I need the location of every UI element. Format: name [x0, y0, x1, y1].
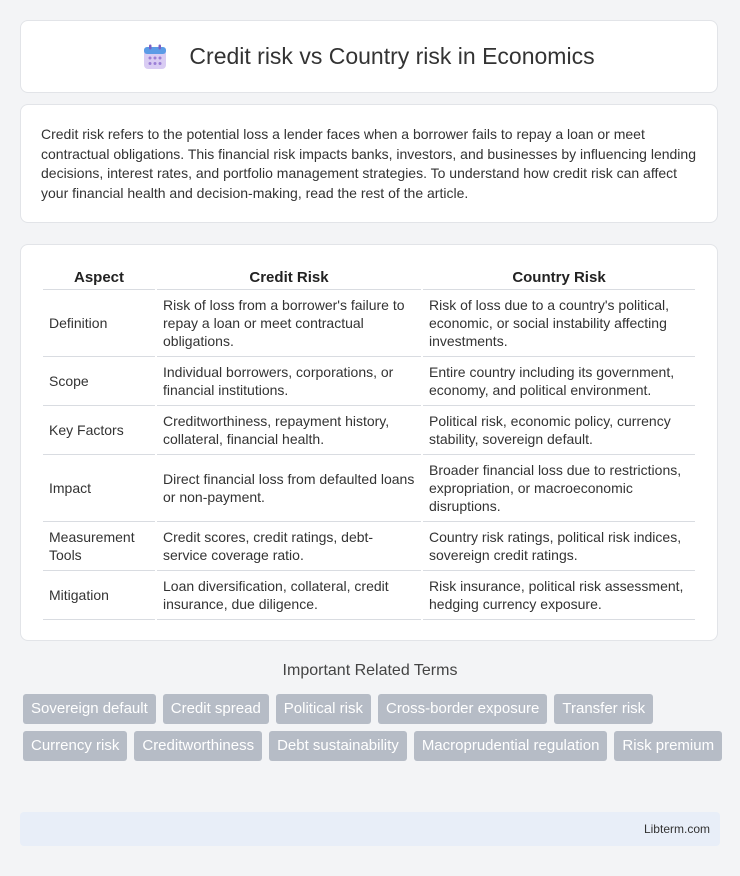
- intro-card: [20, 104, 718, 223]
- intro-text: Credit risk refers to the potential loss a lender faces when a borrower fails to repay a loan or meet contractual obligations. This financial risk impacts banks, investors, and businesses by influencing lending decisions, interest rates, and portfolio management strategies. To understand how credit risk can affect your financial health and decision-making, read the rest of the article.: [41, 126, 696, 201]
- related-terms-title: Important Related Terms: [282, 662, 458, 679]
- row-country-risk: Entire country including its government, economy, and political environment.: [423, 357, 695, 406]
- header-card: [20, 20, 718, 93]
- row-credit-risk: Credit scores, credit ratings, debt-service coverage ratio.: [157, 522, 421, 571]
- row-credit-risk: Loan diversification, collateral, credit insurance, due diligence.: [157, 571, 421, 620]
- footer: [20, 812, 720, 846]
- row-country-risk: Country risk ratings, political risk indices, sovereign credit ratings.: [423, 522, 695, 571]
- related-term-tag[interactable]: Transfer risk: [554, 694, 653, 724]
- table-row: [43, 455, 695, 522]
- table-row: [43, 357, 695, 406]
- row-aspect: Definition: [43, 290, 155, 357]
- row-country-risk: Broader financial loss due to restrictions, expropriation, or macroeconomic disruptions.: [423, 455, 695, 522]
- row-aspect: Key Factors: [43, 406, 155, 455]
- related-term-tag[interactable]: Creditworthiness: [134, 731, 262, 761]
- related-term-tag[interactable]: Political risk: [276, 694, 371, 724]
- related-term-tag[interactable]: Macroprudential regulation: [414, 731, 608, 761]
- related-term-tag[interactable]: Credit spread: [163, 694, 269, 724]
- row-aspect: Impact: [43, 455, 155, 522]
- row-credit-risk: Creditworthiness, repayment history, collateral, financial health.: [157, 406, 421, 455]
- table-row: [43, 290, 695, 357]
- related-term-tag[interactable]: Risk premium: [614, 731, 722, 761]
- row-credit-risk: Individual borrowers, corporations, or financial institutions.: [157, 357, 421, 406]
- row-aspect: Scope: [43, 357, 155, 406]
- table-row: [43, 522, 695, 571]
- related-terms-list: [23, 694, 723, 761]
- page-title: Credit risk vs Country risk in Economics: [189, 43, 595, 69]
- row-country-risk: Risk of loss due to a country's political, economic, or social instability affecting investments.: [423, 290, 695, 357]
- comparison-table-card: [20, 244, 718, 641]
- header-credit-risk: Credit Risk: [157, 265, 421, 290]
- related-term-tag[interactable]: Debt sustainability: [269, 731, 407, 761]
- comparison-table: [41, 265, 697, 620]
- table-row: [43, 406, 695, 455]
- header-aspect: Aspect: [43, 265, 155, 290]
- row-country-risk: Political risk, economic policy, currency stability, sovereign default.: [423, 406, 695, 455]
- table-row: [43, 571, 695, 620]
- row-credit-risk: Direct financial loss from defaulted loans or non-payment.: [157, 455, 421, 522]
- row-aspect: Measurement Tools: [43, 522, 155, 571]
- related-term-tag[interactable]: Currency risk: [23, 731, 127, 761]
- row-country-risk: Risk insurance, political risk assessment, hedging currency exposure.: [423, 571, 695, 620]
- calendar-icon: [143, 44, 167, 70]
- table-header-row: [43, 265, 695, 290]
- footer-site-link[interactable]: Libterm.com: [643, 822, 710, 836]
- header-country-risk: Country Risk: [423, 265, 695, 290]
- related-term-tag[interactable]: Cross-border exposure: [378, 694, 547, 724]
- row-aspect: Mitigation: [43, 571, 155, 620]
- related-term-tag[interactable]: Sovereign default: [23, 694, 156, 724]
- row-credit-risk: Risk of loss from a borrower's failure to repay a loan or meet contractual obligations.: [157, 290, 421, 357]
